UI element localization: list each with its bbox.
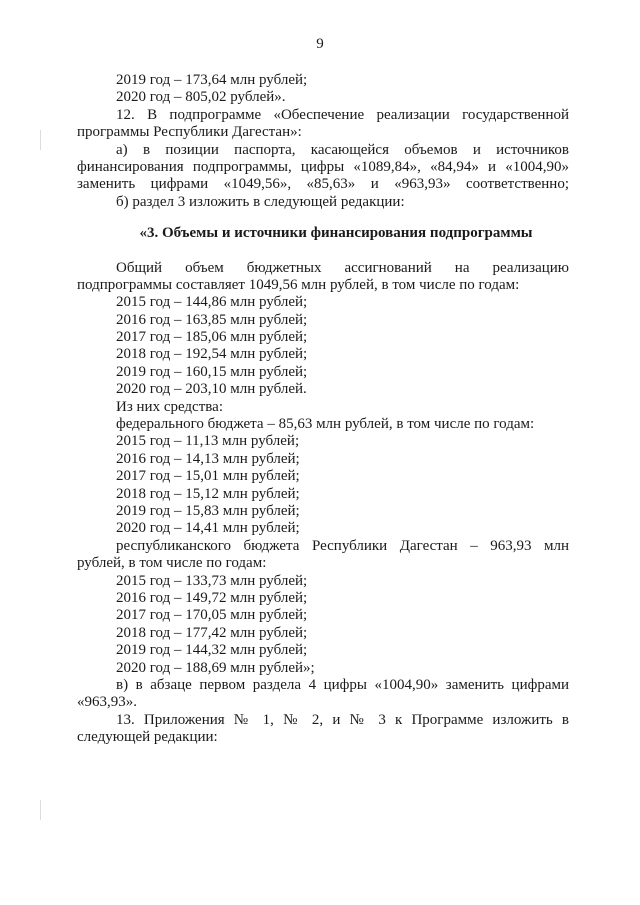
text-line: 2019 год – 173,64 млн рублей; — [116, 72, 308, 88]
text-line: подпрограммы составляет 1049,56 млн рублей, в том числе по годам: — [77, 276, 520, 293]
text-line: 2015 год – 11,13 млн рублей; — [116, 433, 300, 450]
text-line: «963,93». — [77, 694, 137, 711]
text-line: б) раздел 3 изложить в следующей редакции: — [116, 193, 405, 210]
text-line: 2020 год – 188,69 млн рублей»; — [116, 659, 315, 676]
text-line: 2018 год – 15,12 млн рублей; — [116, 485, 300, 502]
text-line: программы Республики Дагестан»: — [77, 124, 302, 141]
page-number: 9 — [316, 36, 324, 52]
text-line: 13. Приложения № 1, № 2, и № 3 к Программе изложить в — [116, 711, 569, 728]
left-margin-mark — [40, 800, 41, 820]
text-line: 2020 год – 805,02 рублей». — [116, 89, 286, 106]
text-line: рублей, в том числе по годам: — [77, 555, 267, 572]
text-line: 2019 год – 144,32 млн рублей; — [116, 642, 308, 659]
text-line: 2018 год – 177,42 млн рублей; — [116, 624, 308, 641]
text-line: 2020 год – 14,41 млн рублей; — [116, 520, 300, 537]
text-line: 2020 год – 203,10 млн рублей. — [116, 381, 307, 398]
text-line: в) в абзаце первом раздела 4 цифры «1004,90» заменить цифрами — [116, 676, 569, 693]
text-line: заменить цифрами «1049,56», «85,63» и «963,93» соответственно; — [77, 176, 569, 193]
text-line: 2017 год – 15,01 млн рублей; — [116, 468, 300, 485]
text-line: финансирования подпрограммы, цифры «1089,84», «84,94» и «1004,90» — [77, 158, 569, 175]
text-line: 2019 год – 15,83 млн рублей; — [116, 503, 300, 519]
text-line: 2015 год – 133,73 млн рублей; — [116, 572, 308, 589]
text-line: 2016 год – 163,85 млн рублей; — [116, 311, 308, 328]
text-line: 12. В подпрограмме «Обеспечение реализации государственной — [116, 106, 569, 123]
text-line: 2016 год – 149,72 млн рублей; — [116, 589, 308, 606]
left-margin-mark — [40, 130, 41, 150]
text-line: Общий объем бюджетных ассигнований на реализацию — [116, 259, 569, 276]
text-line: 2017 год – 185,06 млн рублей; — [116, 329, 308, 346]
text-line: 2015 год – 144,86 млн рублей; — [116, 294, 308, 311]
text-line: Из них средства: — [116, 398, 223, 415]
text-line: 2017 год – 170,05 млн рублей; — [116, 607, 308, 624]
text-line: а) в позиции паспорта, касающейся объемов и источников — [116, 141, 569, 158]
text-line: следующей редакции: — [77, 729, 218, 746]
text-line: республиканского бюджета Республики Дагестан – 963,93 млн — [116, 537, 569, 554]
document-body — [77, 72, 569, 746]
text-line: 2018 год – 192,54 млн рублей; — [116, 346, 308, 363]
section-heading: «3. Объемы и источники финансирования подпрограммы — [139, 225, 533, 242]
text-line: федерального бюджета – 85,63 млн рублей, в том числе по годам: — [116, 416, 535, 433]
text-line: 2019 год – 160,15 млн рублей; — [116, 363, 308, 380]
text-line: 2016 год – 14,13 млн рублей; — [116, 450, 300, 467]
